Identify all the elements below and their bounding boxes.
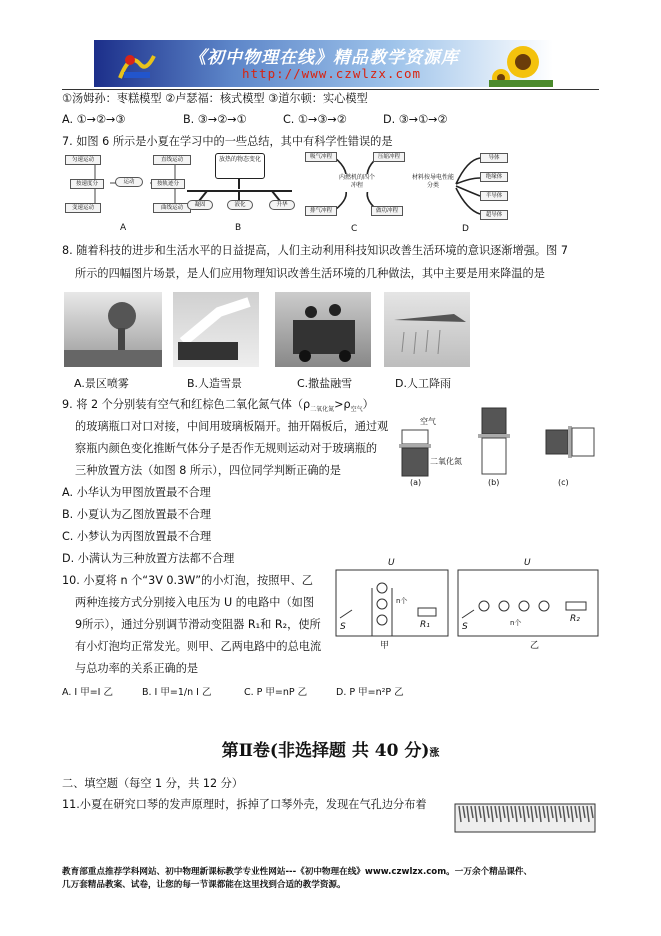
photo-scenic-spray	[64, 292, 162, 367]
diagram-d-label: D	[462, 224, 469, 234]
q10-option-a: A. I 甲=I 乙	[62, 687, 113, 698]
diagram-a-node: 匀速运动	[65, 155, 101, 165]
part2-title: 第Ⅱ卷(非选择题 共 40 分)涨	[221, 741, 440, 761]
q9-option-b: B. 小夏认为乙图放置最不合理	[62, 508, 212, 521]
q10-option-c: C. P 甲=nP 乙	[244, 687, 308, 698]
label-s-jia: S	[340, 622, 346, 632]
caption-c: C.撒盐融雪	[297, 377, 353, 390]
air-label: 空气	[420, 417, 436, 426]
diagram-c-node: 吸气冲程	[305, 152, 337, 162]
diagram-a-center: 运动	[115, 177, 143, 187]
q9-stem-1: 9. 将 2 个分别装有空气和红棕色二氧化氮气体$(\rho_{二氧化氮}>\rho_{空气})$	[62, 398, 374, 414]
header-banner	[94, 40, 553, 87]
diagram-a-node: 曲线运动	[153, 203, 191, 213]
q10-option-b: B. I 甲=1/n I 乙	[142, 687, 212, 698]
harmonica-reed-figure	[453, 796, 601, 834]
caption-d: D.人工降雨	[395, 377, 451, 390]
diagram-b-node: 凝固	[187, 200, 213, 210]
caption-b: B.人造雪景	[187, 377, 243, 390]
q10-stem-1: 10. 小夏将 n 个“3V 0.3W”的小灯泡，按照甲、乙	[62, 574, 313, 587]
label-s-yi: S	[462, 622, 468, 632]
q9-stem-3: 察瓶内颜色变化推断气体分子是否作无规则运动对于玻璃瓶的	[75, 442, 378, 455]
q9-option-d: D. 小满认为三种放置方法都不合理	[62, 552, 235, 565]
q9-stem-2: 的玻璃瓶口对口对接，中间用玻璃板隔开。抽开隔板后，通过观	[75, 420, 389, 433]
q9-option-a: A. 小华认为甲图放置最不合理	[62, 486, 211, 499]
banner-url[interactable]: http://www.czwlzx.com	[242, 66, 422, 81]
q10-stem-3: 9所示），通过分别调节滑动变阻器 R₁和 R₂，使所	[75, 618, 321, 631]
photo-artificial-snow	[173, 292, 259, 367]
diagram-c-node: 排气冲程	[305, 206, 337, 216]
diagram-a-node: 按速度分	[70, 179, 104, 189]
caption-a: A.景区喷雾	[74, 377, 129, 390]
label-yi: 乙	[530, 641, 540, 651]
photo-artificial-rain	[384, 292, 470, 367]
diagram-d-node: 绝缘体	[480, 172, 508, 182]
page-footer	[62, 866, 602, 892]
q7-diagram-a	[65, 153, 195, 233]
footer-line-1: 教育部重点推荐学科网站、初中物理新课标教学专业性网站---《初中物理在线》www.czwlzx.com。一万余个精品课件、	[62, 867, 533, 877]
label-r2: R₂	[570, 614, 580, 624]
no2-label: 二氧化氮	[430, 457, 462, 466]
fill-heading: 二、填空题（每空 1 分，共 12 分）	[62, 777, 244, 790]
fig-label-b: (b)	[488, 478, 500, 487]
label-jia: 甲	[380, 641, 390, 651]
diagram-a-node: 变速运动	[65, 203, 101, 213]
diagram-c-node: 压缩冲程	[373, 152, 405, 162]
q10-circuit-figure	[330, 558, 606, 658]
fig-label-c: (c)	[558, 478, 569, 487]
photo-salt-snow	[275, 292, 371, 367]
diagram-d-node: 导体	[480, 153, 508, 163]
q7-diagram-c	[305, 150, 410, 232]
diagram-a-node: 直线运动	[153, 155, 191, 165]
q7-stem: 7. 如图 6 所示是小夏在学习中的一些总结，其中有科学性错误的是	[62, 135, 393, 148]
q6-option-c: C. ①→③→②	[283, 113, 347, 126]
q9-option-c: C. 小梦认为丙图放置最不合理	[62, 530, 212, 543]
diagram-b-node: 液化	[227, 200, 253, 210]
diagram-c-node: 做功冲程	[371, 206, 403, 216]
q7-diagram-b	[177, 153, 302, 233]
q9-figure-bottles	[398, 400, 598, 492]
diagram-d-node: 半导体	[480, 191, 508, 201]
diagram-b-top: 放热的物态变化	[215, 153, 265, 179]
header-rule	[62, 89, 599, 90]
label-n-yi: n个	[510, 619, 522, 627]
diagram-a-node: 按轨迹分	[151, 179, 185, 189]
q7-diagram-d	[412, 150, 517, 232]
sunflower-icon	[489, 40, 553, 87]
label-r1: R₁	[420, 620, 430, 630]
q10-stem-5: 与总功率的关系正确的是	[75, 662, 199, 675]
q11-stem: 11.小夏在研究口琴的发声原理时，拆掉了口琴外壳，发现在气孔边分布着	[62, 798, 427, 811]
q6-option-b: B. ③→②→①	[183, 113, 247, 126]
diagram-c-label: C	[351, 224, 358, 234]
fig-label-a: (a)	[410, 478, 422, 487]
label-n-jia: n个	[396, 597, 408, 605]
q8-stem-2: 所示的四幅图片场景，是人们应用物理知识改善生活环境的几种做法，其中主要是用来降温的是	[75, 267, 545, 280]
diagram-d-center: 材料按导电性能分类	[412, 174, 454, 192]
q6-models: ①汤姆孙：枣糕模型 ②卢瑟福：核式模型 ③道尔顿：实心模型	[62, 92, 368, 105]
diagram-c-center: 内燃机的四个冲程	[339, 174, 375, 192]
diagram-a-label: A	[120, 223, 127, 233]
banner-title: 《初中物理在线》精品教学资源库	[189, 48, 459, 68]
q10-option-d: D. P 甲=n²P 乙	[336, 687, 404, 698]
q6-option-a: A. ①→②→③	[62, 113, 126, 126]
label-u-yi: U	[524, 558, 531, 568]
q10-stem-4: 有小灯泡均正常发光。则甲、乙两电路中的总电流	[75, 640, 322, 653]
footer-line-2: 几万套精品教案、试卷，让您的每一节课都能在这里找到合适的教学资源。	[62, 880, 346, 890]
q6-option-d: D. ③→①→②	[383, 113, 448, 126]
diagram-b-node: 升华	[269, 200, 295, 210]
diagram-b-label: B	[235, 223, 242, 233]
q10-stem-2: 两种连接方式分别接入电压为 U 的电路中（如图	[75, 596, 315, 609]
q8-stem-1: 8. 随着科技的进步和生活水平的日益提高，人们主动利用科技知识改善生活环境的意识逐渐增强。图 7	[62, 244, 568, 257]
site-logo	[116, 46, 156, 82]
diagram-d-node: 超导体	[480, 210, 508, 220]
label-u-jia: U	[388, 558, 395, 568]
q9-stem-4: 三种放置方法（如图 8 所示），四位同学判断正确的是	[75, 464, 341, 477]
